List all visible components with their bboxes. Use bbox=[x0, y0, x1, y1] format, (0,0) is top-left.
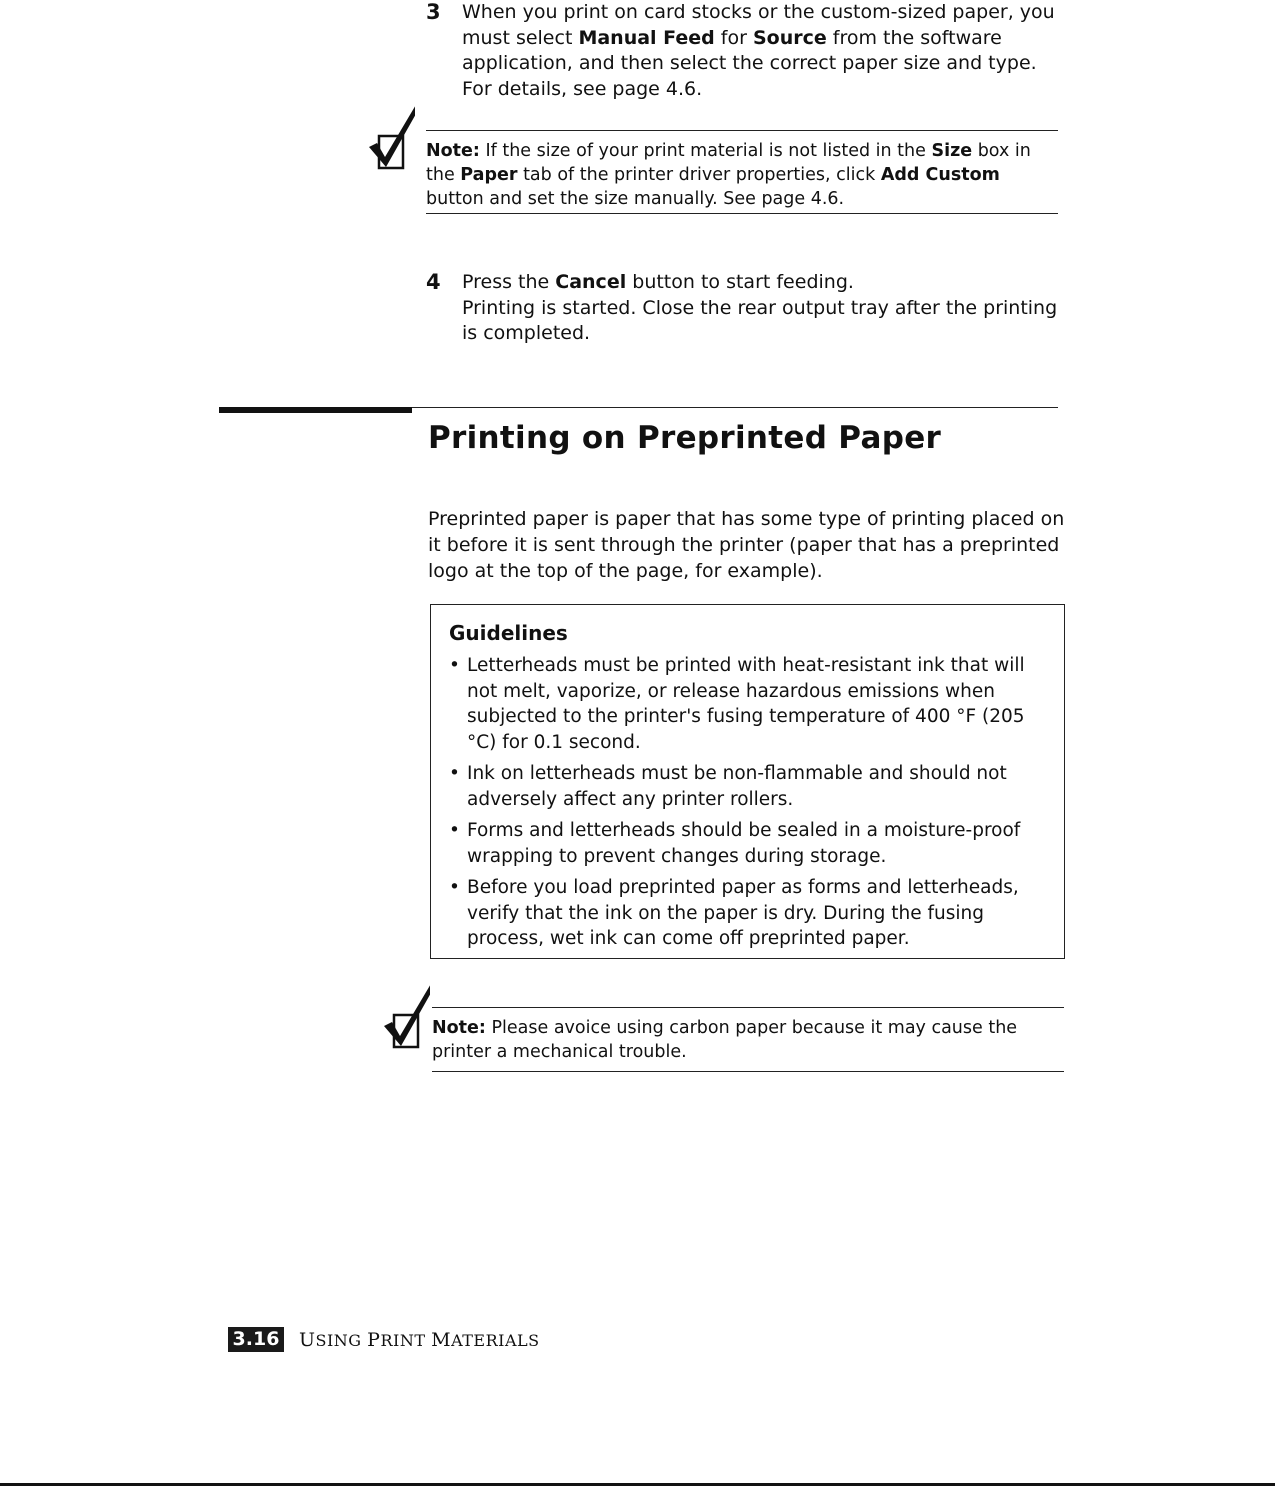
chapter-title-part: ATERIALS bbox=[451, 1331, 540, 1350]
check-box-icon bbox=[380, 982, 430, 1052]
note-text: Please avoice using carbon paper because it may cause the printer a mechanical trouble. bbox=[432, 1018, 1018, 1062]
step-number: 3 bbox=[426, 0, 441, 24]
chapter-title-part: U bbox=[299, 1329, 316, 1351]
step-4 bbox=[426, 270, 1066, 347]
section-title: Printing on Preprinted Paper bbox=[428, 420, 942, 456]
section-rule-thick bbox=[219, 407, 412, 413]
step-bold-manual-feed: Manual Feed bbox=[578, 26, 715, 49]
list-item bbox=[449, 761, 1044, 812]
note-top-rule bbox=[432, 1007, 1064, 1008]
note-2 bbox=[432, 1016, 1064, 1064]
guidelines-heading: Guidelines bbox=[449, 621, 568, 645]
note-text-part: If the size of your print material is not listed in the bbox=[479, 141, 932, 161]
list-item bbox=[449, 875, 1044, 952]
chapter-title-part: M bbox=[431, 1329, 452, 1351]
note-1 bbox=[426, 139, 1058, 211]
chapter-title bbox=[299, 1329, 540, 1351]
step-text bbox=[462, 270, 1066, 347]
step-number: 4 bbox=[426, 270, 441, 294]
bullet-icon: • bbox=[449, 655, 460, 676]
guidelines-box bbox=[430, 604, 1065, 959]
list-item-text: Letterheads must be printed with heat-resistant ink that will not melt, vaporize, or release hazardous emissions when subjected to the printer's fusing temperature of 400 °F (205 °C) for 0.1 second. bbox=[467, 655, 1025, 753]
step-text-part: for bbox=[714, 26, 753, 49]
section-rule-thin bbox=[412, 407, 1058, 408]
chapter-title-part: SING bbox=[315, 1331, 368, 1350]
note-text-part: button and set the size manually. See page 4.6. bbox=[426, 189, 845, 209]
chapter-title-part: RINT bbox=[380, 1331, 432, 1350]
note-bold-add-custom: Add Custom bbox=[880, 165, 1000, 185]
step-bold-cancel: Cancel bbox=[555, 271, 627, 293]
note-label: Note: bbox=[426, 141, 480, 161]
note-bottom-rule bbox=[426, 213, 1058, 214]
guidelines-list bbox=[449, 653, 1044, 958]
note-label: Note: bbox=[432, 1018, 486, 1038]
note-top-rule bbox=[426, 130, 1058, 131]
list-item bbox=[449, 818, 1044, 869]
list-item-text: Forms and letterheads should be sealed in a moisture-proof wrapping to prevent changes during storage. bbox=[467, 820, 1021, 867]
step-text-part: button to start feeding. bbox=[626, 271, 854, 293]
page-number-badge: 3.16 bbox=[228, 1327, 284, 1352]
note-bold-paper: Paper bbox=[460, 165, 518, 185]
check-box-icon bbox=[365, 103, 415, 173]
step-3 bbox=[426, 0, 1066, 102]
section-intro: Preprinted paper is paper that has some type of printing placed on it before it is sent through the printer (paper that has a preprinted logo at the top of the page, for example). bbox=[428, 508, 1065, 582]
step-text-part: Printing is started. Close the rear output tray after the printing is completed. bbox=[462, 296, 1058, 344]
step-bold-source: Source bbox=[752, 26, 827, 49]
list-item-text: Ink on letterheads must be non-flammable and should not adversely affect any printer rollers. bbox=[467, 763, 1007, 810]
list-item bbox=[449, 653, 1044, 755]
note-bottom-rule bbox=[432, 1071, 1064, 1072]
bullet-icon: • bbox=[449, 877, 460, 898]
bullet-icon: • bbox=[449, 820, 460, 841]
note-bold-size: Size bbox=[931, 141, 973, 161]
step-text-part: When you print on card stocks or the custom-sized paper, you must select bbox=[462, 1, 1055, 49]
list-item-text: Before you load preprinted paper as forms and letterheads, verify that the ink on the paper is dry. During the fusing process, wet ink can come off preprinted paper. bbox=[467, 877, 1019, 949]
note-text-part: box in the bbox=[426, 141, 1031, 185]
bullet-icon: • bbox=[449, 763, 460, 784]
chapter-title-part: P bbox=[367, 1329, 381, 1351]
note-text-part: tab of the printer driver properties, click bbox=[517, 165, 881, 185]
step-text bbox=[462, 0, 1066, 102]
step-text-part: from the software application, and then select the correct paper size and type. For details, see page 4.6. bbox=[462, 26, 1037, 100]
step-text-part: Press the bbox=[462, 271, 556, 293]
